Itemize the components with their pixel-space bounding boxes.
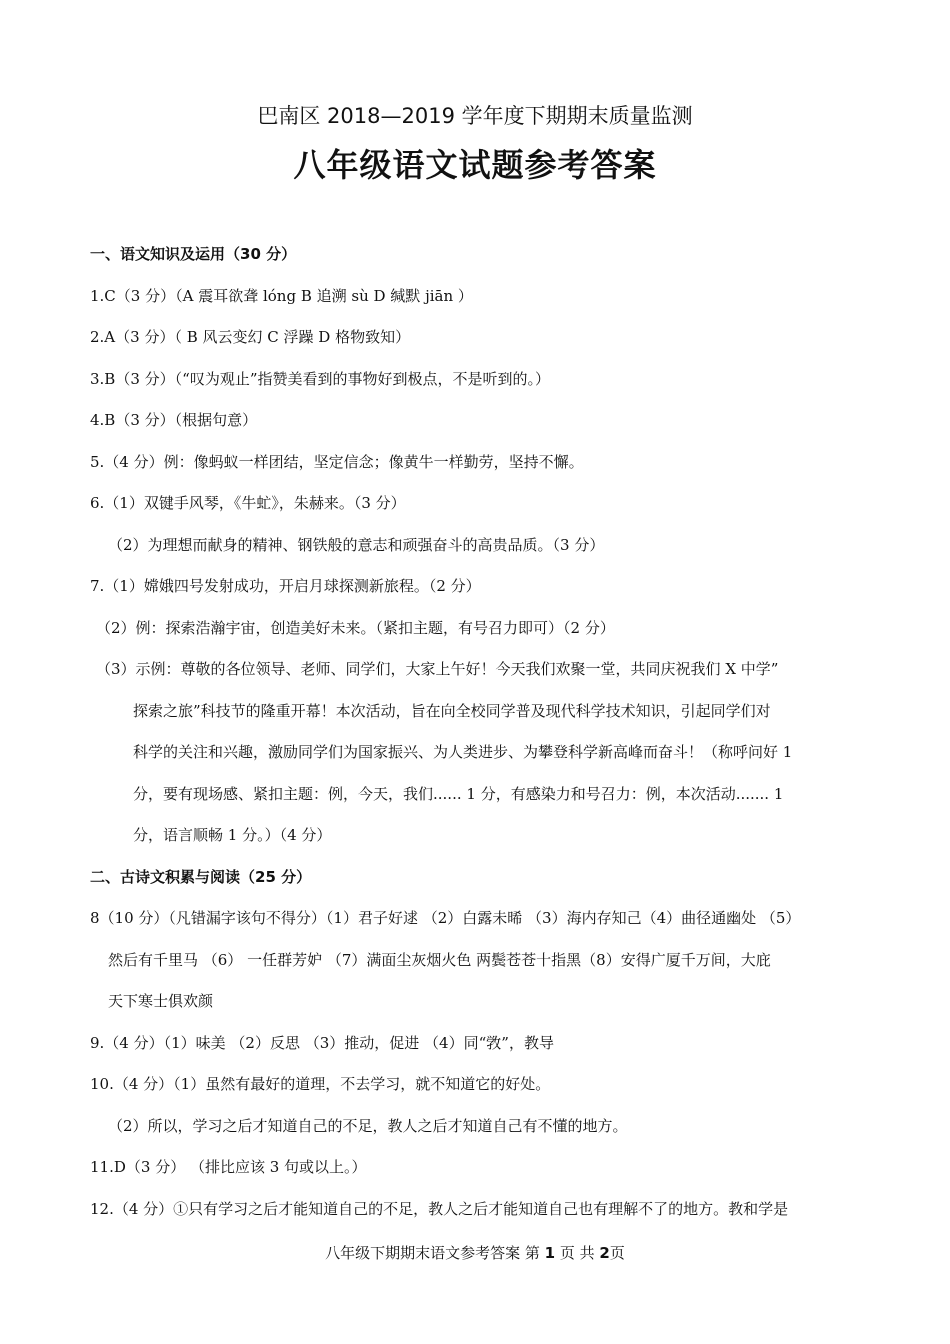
answer-line: 3.B（3 分）（“叹为观止”指赞美看到的事物好到极点，不是听到的。） bbox=[90, 369, 550, 388]
page-footer bbox=[0, 1242, 950, 1263]
answer-line: 7.（1）嫦娥四号发射成功，开启月球探测新旅程。（2 分） bbox=[90, 577, 481, 595]
answer-line: 1.C（3 分）（A 震耳欲聋 lóng B 追溯 sù D 缄默 jiān ） bbox=[90, 286, 473, 305]
answer-line: 天下寒士俱欢颜 bbox=[108, 992, 214, 1010]
answer-line: 然后有千里马 （6） 一任群芳妒 （7）满面尘灰烟火色 两鬓苍苍十指黑（8）安得广厦千万间，大庇 bbox=[108, 950, 771, 969]
answer-line: （2）所以，学习之后才知道自己的不足，教人之后才知道自己有不懂的地方。 bbox=[108, 1116, 628, 1135]
answer-line: 4.B（3 分）（根据句意） bbox=[90, 411, 258, 429]
answer-line: 8（10 分）（凡错漏字该句不得分）（1）君子好逑 （2）白露未晞 （3）海内存知己（4）曲径通幽处 （5） bbox=[90, 909, 801, 927]
answer-line: 9.（4 分）（1）味美 （2）反思 （3）推动，促进 （4）同“敩”，教导 bbox=[90, 1033, 554, 1052]
answer-line: 10.（4 分）（1）虽然有最好的道理，不去学习，就不知道它的好处。 bbox=[90, 1075, 551, 1093]
footer-text-before: 八年级下期期末语文参考答案 第 bbox=[325, 1244, 545, 1262]
footer-total-pages: 2 bbox=[599, 1244, 610, 1262]
answer-line: 探索之旅”科技节的隆重开幕！本次活动，旨在向全校同学普及现代科学技术知识，引起同学们对 bbox=[133, 701, 771, 720]
section-heading: 一、语文知识及运用（30 分） bbox=[90, 245, 297, 263]
answer-line: （2）为理想而献身的精神、钢铁般的意志和顽强奋斗的高贵品质。（3 分） bbox=[108, 535, 605, 554]
answer-line: 分，要有现场感、紧扣主题：例，今天，我们...... 1 分，有感染力和号召力：例，本次活动....... 1 bbox=[133, 784, 784, 803]
answer-line: 2.A（3 分）（ B 风云变幻 C 浮躁 D 格物致知） bbox=[90, 328, 411, 346]
answer-line: （3）示例：尊敬的各位领导、老师、同学们，大家上午好！今天我们欢聚一堂，共同庆祝我们 X 中学” bbox=[96, 660, 779, 678]
answer-line: （2）例：探索浩瀚宇宙，创造美好未来。（紧扣主题，有号召力即可）（2 分） bbox=[96, 618, 615, 637]
answer-line: 6.（1）双键手风琴，《牛虻》，朱赫来。（3 分） bbox=[90, 494, 406, 512]
answer-line: 分，语言顺畅 1 分。）（4 分） bbox=[133, 826, 332, 844]
answer-line: 12.（4 分）①只有学习之后才能知道自己的不足，教人之后才能知道自己也有理解不了的地方。教和学是 bbox=[90, 1199, 789, 1218]
answer-line: 11.D（3 分） （排比应该 3 句或以上。） bbox=[90, 1158, 367, 1176]
answer-line: 5.（4 分）例：像蚂蚁一样团结，坚定信念；像黄牛一样勤劳，坚持不懈。 bbox=[90, 452, 584, 471]
exam-title: 巴南区 2018—2019 学年度下期期末质量监测 bbox=[257, 104, 693, 128]
footer-text-after: 页 bbox=[609, 1244, 625, 1262]
answer-line: 科学的关注和兴趣，激励同学们为国家振兴、为人类进步、为攀登科学新高峰而奋斗！（称呼问好 1 bbox=[133, 743, 793, 761]
footer-page-number: 1 bbox=[544, 1244, 556, 1262]
answer-key-title: 八年级语文试题参考答案 bbox=[293, 146, 657, 184]
footer-text-mid: 页 共 bbox=[555, 1244, 600, 1262]
section-heading: 二、古诗文积累与阅读（25 分） bbox=[90, 867, 312, 886]
answer-content bbox=[90, 234, 865, 1230]
